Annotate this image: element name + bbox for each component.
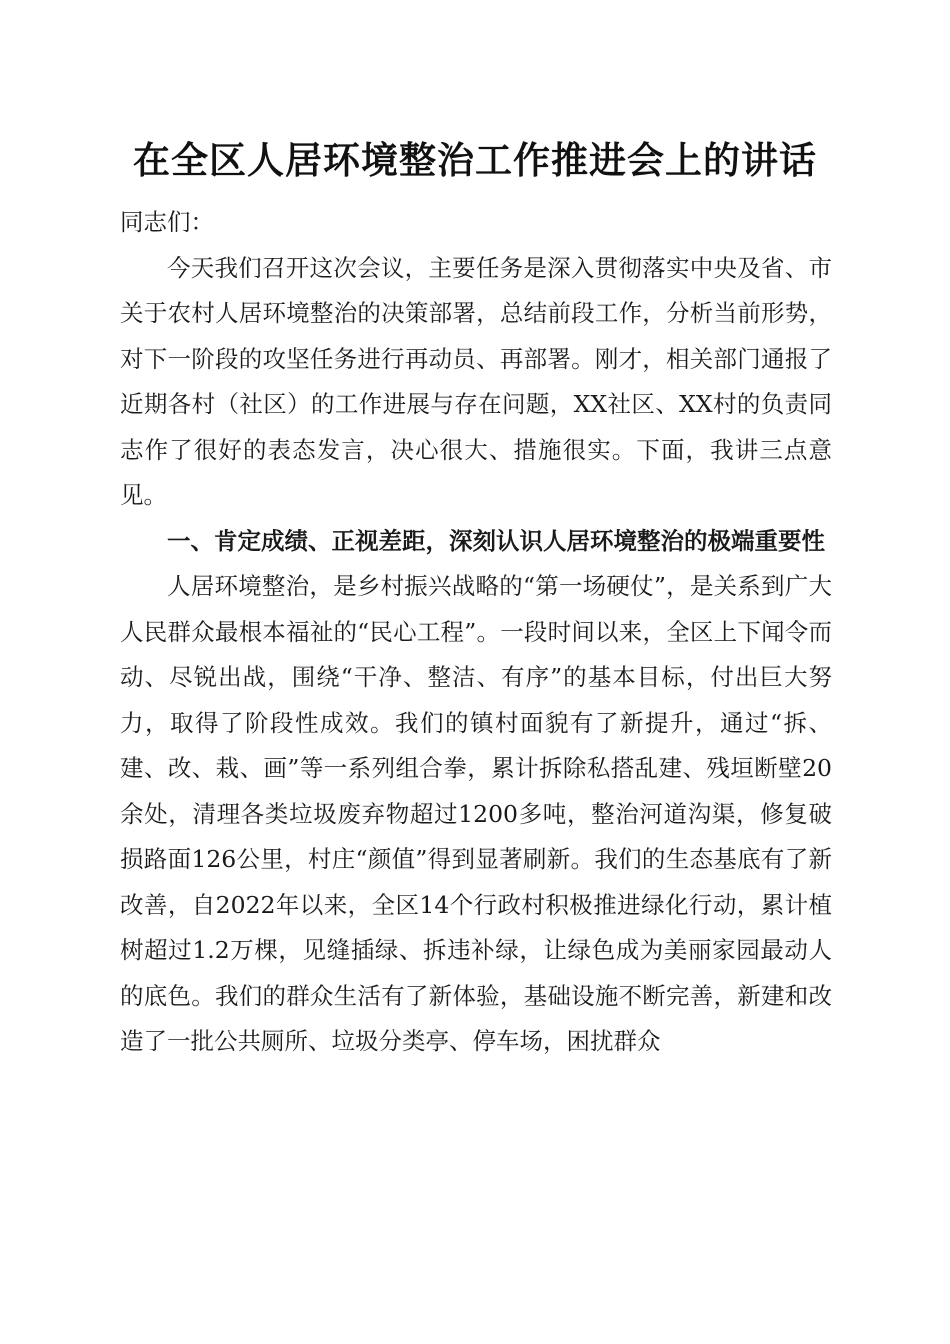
salutation: 同志们： bbox=[120, 208, 214, 236]
section-1-paragraph: 人居环境整治，是乡村振兴战略的“第一场硬仗”，是关系到广大人民群众最根本福祉的“民心工程”。一段时间以来，全区上下闻令而动、尽锐出战，围绕“干净、整洁、有序”的基本目标，付出巨大努力，取得了阶段性成效。我们的镇村面貌有了新提升，通过“拆、建、改、栽、画”等一系列组合拳，累计拆除私搭乱建、残垣断壁20余处，清理各类垃圾废弃物超过1200多吨，整治河道沟渠，修复破损路面126公里，村庄“颜值”得到显著刷新。我们的生态基底有了新改善，自2022年以来，全区14个行政村积极推进绿化行动，累计植树超过1.2万棵，见缝插绿、拆违补绿，让绿色成为美丽家园最动人的底色。我们的群众生活有了新体验，基础设施不断完善，新建和改造了一批公共厕所、垃圾分类亭、停车场，困扰群众 bbox=[120, 572, 832, 1055]
section-1-heading: 一、肯定成绩、正视差距，深刻认识人居环境整治的极端重要性 bbox=[167, 526, 825, 555]
document-title: 在全区人居环境整治工作推进会上的讲话 bbox=[133, 138, 817, 182]
opening-paragraph: 今天我们召开这次会议，主要任务是深入贯彻落实中央及省、市关于农村人居环境整治的决策部署，总结前段工作，分析当前形势，对下一阶段的攻坚任务进行再动员、再部署。刚才，相关部门通报了近期各村（社区）的工作进展与存在问题，XX社区、XX村的负责同志作了很好的表态发言，决心很大、措施很实。下面，我讲三点意见。 bbox=[120, 253, 832, 509]
document-body bbox=[120, 200, 832, 1065]
